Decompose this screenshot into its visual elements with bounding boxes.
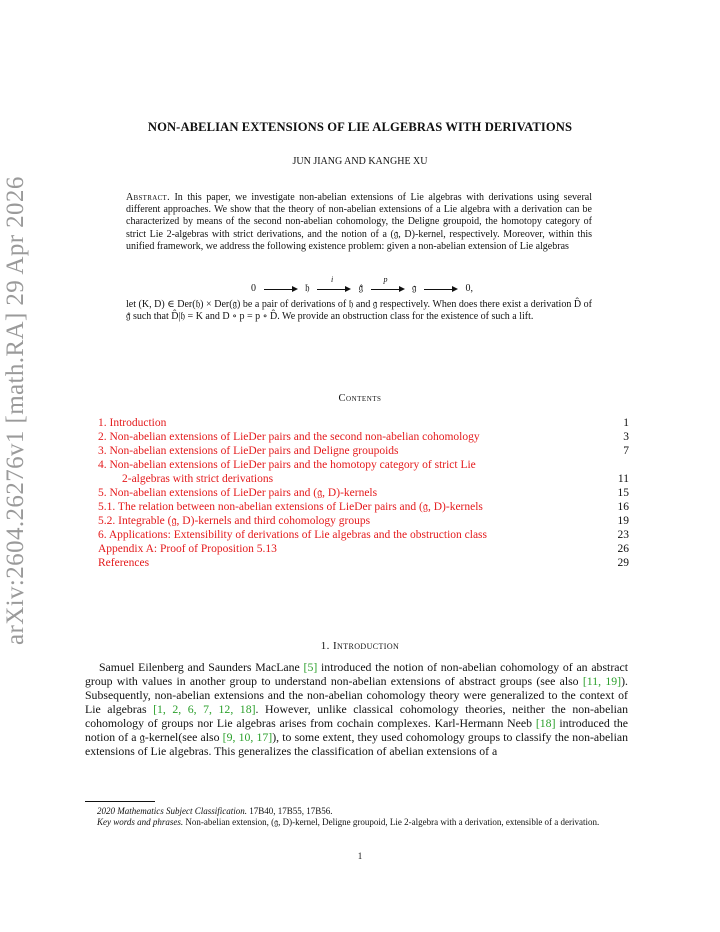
- toc-entry-introduction[interactable]: 1. Introduction 1: [98, 417, 629, 429]
- seq-arrow-p: [371, 274, 405, 294]
- citation-link[interactable]: [1, 2, 6, 7, 12, 18]: [153, 702, 256, 717]
- citation-link[interactable]: [18]: [535, 716, 556, 731]
- toc-entry-section-5-1[interactable]: 5.1. The relation between non-abelian extensions of LieDer pairs and (𝔤, D)-kernels 16: [98, 501, 629, 513]
- exact-sequence: [246, 274, 478, 294]
- toc-entry-section-5[interactable]: 5. Non-abelian extensions of LieDer pairs and (𝔤, D)-kernels 15: [98, 487, 629, 499]
- toc-entry-section-5-2[interactable]: 5.2. Integrable (𝔤, D)-kernels and third cohomology groups 19: [98, 515, 629, 527]
- seq-term-0: 0: [251, 283, 256, 294]
- abstract: [126, 192, 592, 253]
- seq-term-3: 𝔤: [412, 283, 417, 294]
- seq-arrow: [424, 284, 458, 294]
- section-heading-introduction: 1. Introduction: [320, 640, 400, 652]
- abstract-continuation: let (K, D) ∈ Der(𝔥) × Der(𝔤) be a pair of derivations of 𝔥 and 𝔤 respectively. When does there exist a derivation D̂ of 𝔤̂ such that D̂|𝔥 = K and D ∘ p = p ∘ D̂. We provide an obstruction class for the existence of such a lift.: [126, 299, 592, 323]
- abstract-text: In this paper, we investigate non-abelian extensions of Lie algebras with derivations using several different approaches. We show that the theory of non-abelian extensions of a Lie algebra with a derivation can be characterized by means of the second non-abelian cohomology, the Deligne groupoid, the homotopy category of strict Lie 2-algebras with strict derivations, and the notion of a (𝔤, D)-kernel, respectively. Moreover, within this unified framework, we address the following existence problem: given a non-abelian extension of Lie algebras: [126, 192, 592, 252]
- citation-link[interactable]: [9, 10, 17]: [222, 730, 273, 745]
- arxiv-sidebar-id: arXiv:2604.26276v1 [math.RA] 29 Apr 2026: [2, 176, 29, 645]
- toc-entry-section-4[interactable]: 4. Non-abelian extensions of LieDer pairs and the homotopy category of strict Lie 2-algebras with strict derivations 11: [98, 459, 629, 485]
- seq-arrow: [264, 284, 298, 294]
- seq-arrow-label-i: i: [330, 274, 334, 284]
- paper-title: NON-ABELIAN EXTENSIONS OF LIE ALGEBRAS WITH DERIVATIONS: [147, 120, 573, 134]
- toc-entry-section-3[interactable]: 3. Non-abelian extensions of LieDer pairs and Deligne groupoids 7: [98, 445, 629, 457]
- seq-term-1: 𝔥: [305, 283, 310, 294]
- toc-entry-appendix-a[interactable]: Appendix A: Proof of Proposition 5.13 26: [98, 543, 629, 555]
- seq-arrow-label-p: p: [383, 274, 388, 284]
- introduction-paragraph: Samuel Eilenberg and Saunders MacLane [5] introduced the notion of non-abelian cohomology of an abstract group with values in another group to understand non-abelian extensions of abstract groups (see also [11, 19]). Subsequently, non-abelian extensions and the non-abelian cohomology theory were generalized to the context of Lie algebras [1, 2, 6, 7, 12, 18]. However, unlike classical cohomology theories, neither the non-abelian cohomology of groups nor Lie algebras arises from cochain complexes. Karl-Hermann Neeb [18] introduced the notion of a 𝔤-kernel(see also [9, 10, 17]), to some extent, they used cohomology groups to classify the non-abelian extensions of Lie algebras. This generalizes the classification of abelian extensions of a: [85, 660, 629, 759]
- citation-link[interactable]: [5]: [303, 660, 318, 674]
- seq-arrow-i: [317, 274, 351, 294]
- toc-entry-references[interactable]: References 29: [98, 557, 629, 569]
- seq-term-2: 𝔤̂: [358, 283, 364, 294]
- paper-authors: JUN JIANG AND KANGHE XU: [292, 156, 428, 167]
- toc-entry-section-6[interactable]: 6. Applications: Extensibility of derivations of Lie algebras and the obstruction class 23: [98, 529, 629, 541]
- page-number: 1: [357, 851, 363, 861]
- seq-term-4: 0,: [465, 283, 473, 294]
- footnote-rule: [85, 801, 155, 802]
- footnotes: [85, 806, 628, 828]
- msc-footnote: 2020 Mathematics Subject Classification. 17B40, 17B55, 17B56.: [97, 806, 333, 816]
- citation-link[interactable]: [11, 19]: [582, 674, 622, 689]
- keywords-footnote: Key words and phrases. Non-abelian extension, (𝔤, D)-kernel, Deligne groupoid, Lie 2-algebra with a derivation, extensible of a derivation.: [97, 817, 600, 827]
- table-of-contents: [98, 416, 629, 570]
- toc-entry-section-2[interactable]: 2. Non-abelian extensions of LieDer pairs and the second non-abelian cohomology 3: [98, 431, 629, 443]
- abstract-label: Abstract.: [126, 192, 170, 203]
- toc-heading: Contents: [338, 393, 382, 404]
